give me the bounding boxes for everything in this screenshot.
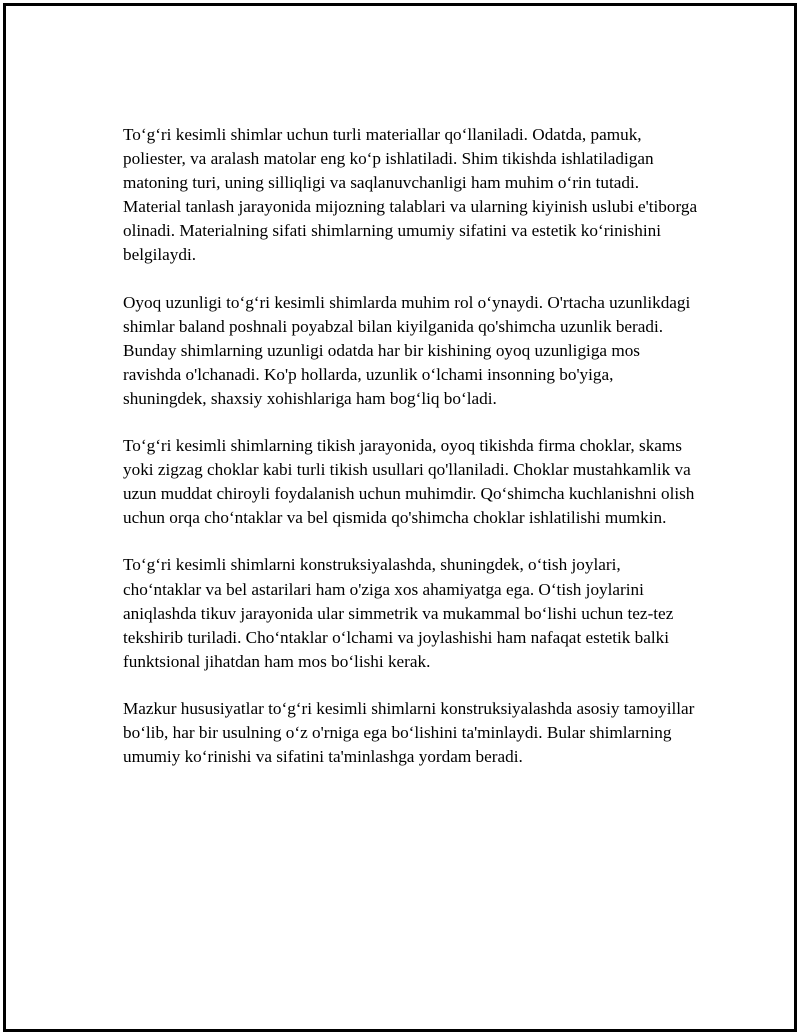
paragraph-summary: Mazkur hususiyatlar to‘g‘ri kesimli shimlarni konstruksiyalashda asosiy tamoyillar bo‘lib, har bir usulning o‘z o'rniga ega bo‘lishini ta'minlaydi. Bular shimlarning umumiy ko‘rinishi va sifatini ta'minlashga yordam beradi. (123, 698, 695, 767)
page-frame (3, 3, 797, 1032)
paragraph-leg-length: Oyoq uzunligi to‘g‘ri kesimli shimlarda muhim rol o‘ynaydi. O'rtacha uzunlikdagi shimlar baland poshnali poyabzal bilan kiyilganida qo'shimcha uzunlik beradi. Bunday shimlarning uzunligi odatda har bir kishining oyoq uzunligiga mos ravishda o'lchanadi. Ko'p hollarda, uzunlik o‘lchami insonning bo'yiga, shuningdek, shaxsiy xohishlariga ham bog‘liq bo‘ladi. (123, 292, 691, 408)
document-body (123, 123, 698, 792)
paragraph-construction: To‘g‘ri kesimli shimlarni konstruksiyalashda, shuningdek, o‘tish joylari, cho‘ntaklar va bel astarilari ham o'ziga xos ahamiyatga ega. O‘tish joylarini aniqlashda tikuv jarayonida ular simmetrik va mukammal bo‘lishi uchun tez-tez tekshirib turiladi. Cho‘ntaklar o‘lchami va joylashishi ham nafaqat estetik balki funktsional jihatdan ham mos bo‘lishi kerak. (123, 555, 674, 671)
paragraph-materials: To‘g‘ri kesimli shimlar uchun turli materiallar qo‘llaniladi. Odatda, pamuk, poliester, va aralash matolar eng ko‘p ishlatiladi. Shim tikishda ishlatiladigan matoning turi, uning silliqligi va saqlanuvchanligi ham muhim o‘rin tutadi. Material tanlash jarayonida mijozning talablari va ularning kiyinish uslubi e'tiborga olinadi. Materialning sifati shimlarning umumiy sifatini va estetik ko‘rinishini belgilaydi. (123, 125, 698, 265)
paragraph-stitching: To‘g‘ri kesimli shimlarning tikish jarayonida, oyoq tikishda firma choklar, skams yoki zigzag choklar kabi turli tikish usullari qo'llaniladi. Choklar mustahkamlik va uzun muddat chiroyli foydalanish uchun muhimdir. Qo‘shimcha kuchlanishni olish uchun orqa cho‘ntaklar va bel qismida qo'shimcha choklar ishlatilishi mumkin. (123, 436, 695, 528)
